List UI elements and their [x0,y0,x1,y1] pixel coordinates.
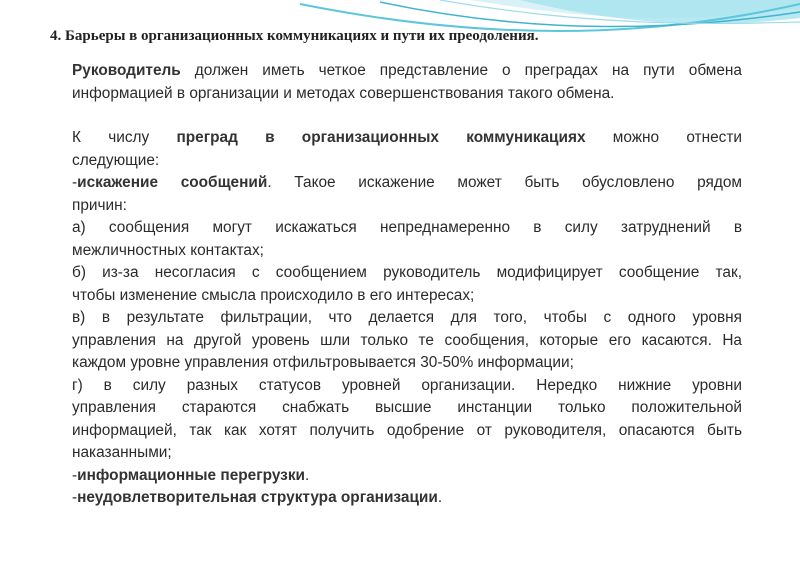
overload-bold: информационные перегрузки [77,466,305,484]
slide-title: 4. Барьеры в организационных коммуникациях и пути их преодоления. [50,28,539,44]
barriers-intro: К числу преград в организационных коммуникациях можно отнести следующие: [72,129,742,169]
list-item-structure: -неудовлетворительная структура организации. [72,489,443,506]
reason-b: б) из-за несогласия с сообщением руководитель модифицирует сообщение так, чтобы изменение смысла происходило в его интересах; [72,264,742,304]
list-item-distortion: -искажение сообщений. Такое искажение может быть обусловлено рядом причин: [72,174,743,214]
intro-bold-lead: Руководитель [72,62,181,79]
structure-bold: неудовлетворительная структура организации [77,489,438,506]
slide-body [72,60,742,510]
list-item-overload: -информационные перегрузки. [72,466,310,484]
barriers-bold: преград в организационных коммуникациях [176,129,586,146]
reason-a: а) сообщения могут искажаться непреднамеренно в силу затруднений в межличностных контактах; [72,219,742,259]
reason-c: в) в результате фильтрации, что делается для того, чтобы с одного уровня управления на другой уровень шли только те сообщения, которые его касаются. На каждом уровне управления отфильтровывается 30-50% информации; [72,309,742,371]
intro-paragraph: Руководитель должен иметь четкое представление о преградах на пути обмена информацией в организации и методах совершенствования такого обмена. [72,62,742,102]
reason-d: г) в силу разных статусов уровней организации. Нередко нижние уровни управления стараются снабжать высшие инстанции только положительной информацией, так как хотят получить одобрение от руководителя, опасаются быть наказанными; [72,376,742,461]
distortion-bold: искажение сообщений [77,174,268,191]
